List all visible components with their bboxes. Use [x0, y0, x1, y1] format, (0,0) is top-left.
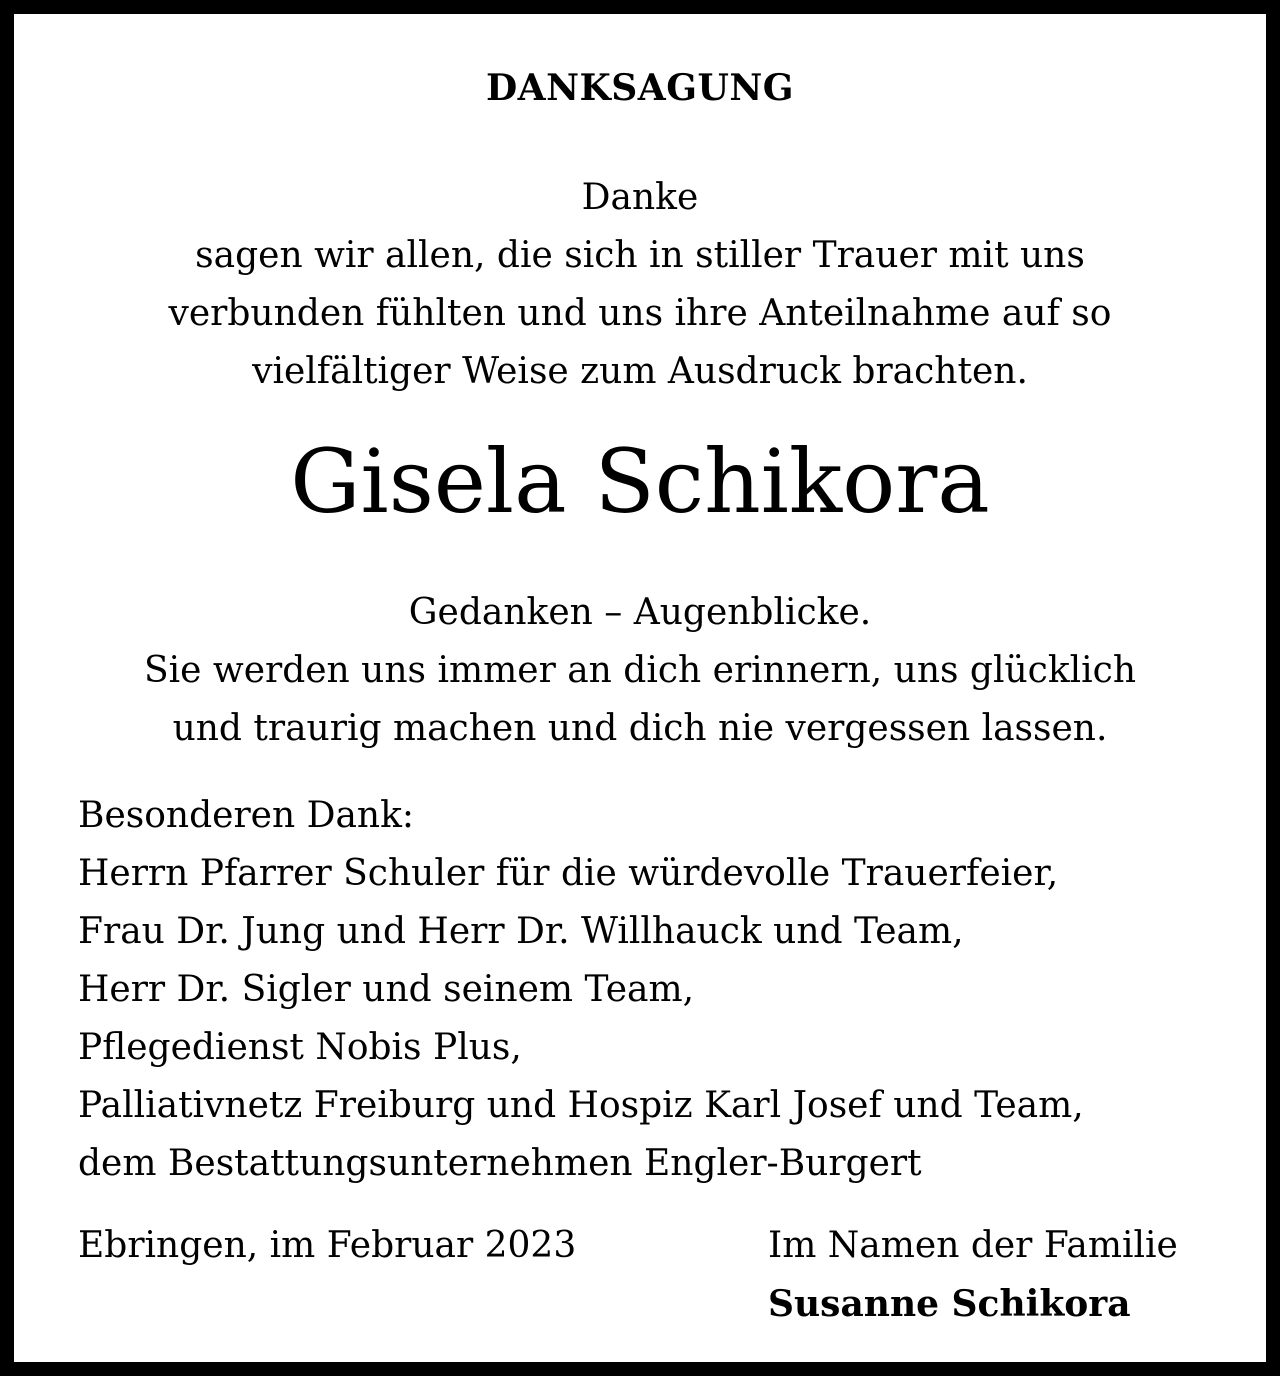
intro-line: Danke: [581, 177, 699, 218]
quote-line: Sie werden uns immer an dich erinnern, uns glücklich: [143, 650, 1137, 691]
signature-name: Susanne Schikora: [768, 1283, 1131, 1325]
intro-line: sagen wir allen, die sich in stiller Trauer mit uns: [195, 235, 1085, 276]
signature-block: [768, 1217, 1178, 1333]
deceased-name: Gisela Schikora: [290, 430, 990, 533]
obituary-notice: [14, 14, 1266, 1362]
thanks-line: Pflegedienst Nobis Plus,: [78, 1027, 522, 1068]
thanks-line: Besonderen Dank:: [78, 795, 415, 836]
thanks-line: Palliativnetz Freiburg und Hospiz Karl Josef und Team,: [78, 1085, 1084, 1126]
intro-line: verbunden fühlten und uns ihre Anteilnahme auf so: [168, 293, 1112, 334]
place-and-date: Ebringen, im Februar 2023: [78, 1225, 577, 1266]
intro-line: vielfältiger Weise zum Ausdruck brachten.: [252, 351, 1028, 392]
thanks-line: Frau Dr. Jung und Herr Dr. Willhauck und Team,: [78, 911, 964, 952]
thanks-line: Herrn Pfarrer Schuler für die würdevolle Trauerfeier,: [78, 853, 1059, 894]
signature-intro: Im Namen der Familie: [768, 1225, 1178, 1266]
thanks-line: dem Bestattungsunternehmen Engler-Burgert: [78, 1143, 922, 1184]
quote-text: [14, 584, 1266, 758]
quote-line: Gedanken – Augenblicke.: [408, 592, 872, 633]
special-thanks-list: [78, 787, 1084, 1193]
intro-text: [14, 169, 1266, 401]
thanks-line: Herr Dr. Sigler und seinem Team,: [78, 969, 695, 1010]
quote-line: und traurig machen und dich nie vergessen lassen.: [172, 708, 1108, 749]
notice-heading: DANKSAGUNG: [485, 67, 795, 109]
